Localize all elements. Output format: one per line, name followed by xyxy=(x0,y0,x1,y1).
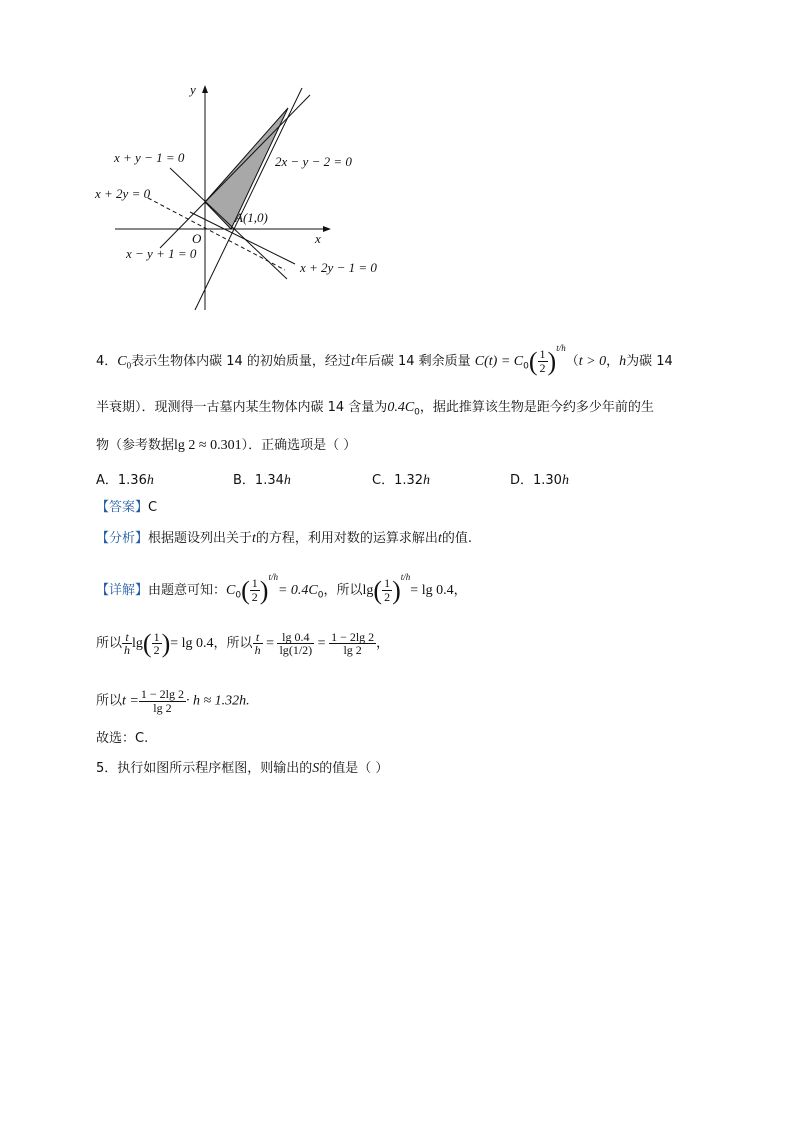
h-var: h xyxy=(619,354,627,369)
analysis-var2: t xyxy=(437,531,442,546)
point-a-label: A(1,0) xyxy=(235,210,268,225)
x-axis-label: x xyxy=(315,231,321,246)
detail-l2-frac-num: 1 xyxy=(153,629,160,644)
exp-den: h xyxy=(561,343,566,353)
detail-frac1-num: 1 xyxy=(251,576,258,591)
detail-l2-eq: = lg 0.4 xyxy=(170,636,214,652)
q4-line2-text-b: ，据此推算该生物是距今约多少年前的生 xyxy=(419,400,654,415)
option-d-var: h xyxy=(561,473,569,488)
detail-eqa-sub: 0 xyxy=(317,590,324,601)
detail-frac2-num: 1 xyxy=(384,576,391,591)
detail-text2: ，所以 xyxy=(323,583,363,598)
detail-l2-frac xyxy=(152,631,162,657)
q4-text1: 表示生物体内碳 14 的初始质量，经过 xyxy=(131,354,351,369)
detail-paren-l: ( xyxy=(241,575,250,605)
q4-line2-sub: 0 xyxy=(414,407,420,418)
option-d[interactable] xyxy=(510,469,569,489)
detail-lghalf-lg: lg xyxy=(279,643,289,658)
detail-paren2-l: ( xyxy=(373,575,383,605)
q4-line1 xyxy=(96,343,673,377)
frac-den: 2 xyxy=(539,361,546,375)
option-c[interactable] xyxy=(372,469,430,489)
q4-line3-text-b: ）．正确选项是（ ） xyxy=(241,438,357,453)
line-x-minus-y-plus-1 xyxy=(160,95,310,248)
lg2-value: lg 2 ≈ 0.301 xyxy=(174,438,242,453)
answer-line xyxy=(96,500,157,516)
eq3-label: x + 2y = 0 xyxy=(95,186,151,201)
t-condition: t > 0 xyxy=(578,354,607,369)
option-a-label: A．1.36 xyxy=(96,473,147,488)
detail-l2-frac-den: 2 xyxy=(153,643,160,658)
detail-final-frac xyxy=(329,631,376,657)
paren-left: ( xyxy=(528,346,538,376)
conclusion-line xyxy=(96,731,148,747)
q5-line xyxy=(96,761,388,778)
detail-t-over-h-2 xyxy=(253,631,263,657)
option-b[interactable] xyxy=(233,469,291,489)
exp-num: t xyxy=(556,343,559,353)
detail-lg04: lg 0.4 xyxy=(277,631,314,645)
exponent: t/h xyxy=(556,343,566,353)
q4-text3: （ xyxy=(565,354,579,369)
detail-frac1 xyxy=(250,577,260,603)
detail-frac2 xyxy=(382,577,392,603)
y-axis-label: y xyxy=(190,82,196,97)
x-axis-arrow xyxy=(323,226,331,232)
detail-h-den: h xyxy=(124,643,131,658)
answer-value: C xyxy=(148,500,158,515)
c0-symbol: C xyxy=(117,354,127,369)
analysis-text2: 的方程，利用对数的运算求解出 xyxy=(255,531,438,546)
option-b-label: B．1.34 xyxy=(233,473,284,488)
detail-l2-paren-l: ( xyxy=(142,629,152,658)
conclusion-text: 故选：C. xyxy=(96,731,149,746)
q5-text: 5．执行如图所示程序框图，则输出的 xyxy=(96,761,313,776)
detail-t-num-2: t xyxy=(253,631,263,645)
detail-text3: ， xyxy=(453,583,467,598)
detail-final-num: 1 − 2lg 2 xyxy=(331,629,375,644)
analysis-tag: 【分析】 xyxy=(96,531,149,546)
q5-var: S xyxy=(312,761,320,776)
option-d-label: D．1.30 xyxy=(510,473,562,488)
detail-c0: C xyxy=(226,583,236,598)
detail-l3-lhs: t = xyxy=(122,693,139,709)
detail-eqa-rhs: = 0.4C xyxy=(277,583,318,598)
detail-t-num: t xyxy=(122,631,132,645)
eq1-label: x + y − 1 = 0 xyxy=(114,150,185,165)
detail-exp2-num: t xyxy=(400,572,404,582)
detail-exp1-num: t xyxy=(268,572,271,582)
q4-line2-value: 0.4C xyxy=(387,400,415,415)
detail-line2: 所以 $\frac{t}{h}$ lg( $\frac{1}{2}$ )= lg 0.4，所以 $\frac{t}{h}$ = $\frac{\lg 0.4}{\lg(1/2)}$ = $\frac{1 - 2\lg 2}{\lg 2}$ ， xyxy=(96,629,390,658)
detail-exp2-den: h xyxy=(405,572,411,582)
answer-tag: 【答案】 xyxy=(96,500,149,515)
option-c-var: h xyxy=(423,473,431,488)
y-axis-arrow xyxy=(202,85,208,93)
origin-label: O xyxy=(192,231,202,246)
detail-exp2: t/h xyxy=(400,572,411,582)
q5-text2: 的值是（ ） xyxy=(319,761,389,776)
detail-lghalf-2: 2 xyxy=(302,643,309,658)
detail-exp1-den: h xyxy=(273,572,278,582)
c0-subscript: 0 xyxy=(126,360,132,371)
q4-text5: 为碳 14 xyxy=(626,354,673,369)
detail-frac2-den: 2 xyxy=(384,590,391,604)
detail-l2-so: ，所以 xyxy=(213,636,253,652)
q4-line2 xyxy=(96,400,654,418)
detail-exp1: t/h xyxy=(268,572,278,582)
detail-so-2: 所以 xyxy=(96,693,123,709)
formula-lhs: C(t) = C xyxy=(474,354,524,369)
detail-so-1: 所以 xyxy=(96,636,123,652)
q4-text2: 年后碳 14 剩余质量 xyxy=(354,354,471,369)
detail-line3 xyxy=(96,688,250,714)
q4-line2-text-a: 半衰期）．现测得一古墓内某生物体内碳 14 含量为 xyxy=(96,400,388,415)
detail-l3-rhs: · h ≈ 1.32h. xyxy=(185,693,250,709)
detail-l3-frac xyxy=(139,688,186,714)
detail-line1 xyxy=(96,572,467,606)
paren-right: ) xyxy=(547,346,557,376)
detail-paren2-r: ) xyxy=(392,575,401,605)
q4-number: 4． xyxy=(96,354,118,369)
detail-tag: 【详解】 xyxy=(96,583,149,598)
detail-t-over-h xyxy=(122,631,132,657)
detail-final-den: lg 2 xyxy=(343,643,362,658)
detail-l2-end: ， xyxy=(376,636,390,652)
detail-frac1-den: 2 xyxy=(251,590,258,604)
formula-sub: 0 xyxy=(523,361,529,372)
detail-lg: lg xyxy=(362,583,374,598)
eq5-label: x + 2y − 1 = 0 xyxy=(300,260,377,275)
eq2-label: 2x − y − 2 = 0 xyxy=(275,154,352,169)
q4-text4: ， xyxy=(606,354,620,369)
detail-c0-sub: 0 xyxy=(235,590,242,601)
analysis-text3: 的值. xyxy=(441,531,472,546)
t-var: t xyxy=(350,354,355,369)
detail-paren-r: ) xyxy=(259,575,269,605)
q4-line3 xyxy=(96,438,356,455)
option-b-var: h xyxy=(283,473,291,488)
frac-num: 1 xyxy=(539,347,546,362)
analysis-line xyxy=(96,531,472,548)
detail-l2-lg: lg xyxy=(132,636,143,652)
detail-l3-num: 1 − 2lg 2 xyxy=(140,687,184,701)
detail-lghalf: lg(1/2) xyxy=(279,643,313,658)
option-a-var: h xyxy=(146,473,154,488)
option-a[interactable] xyxy=(96,469,154,489)
detail-text1: 由题意可知： xyxy=(148,583,227,598)
option-c-label: C．1.32 xyxy=(372,473,424,488)
detail-lghalf-1: 1 xyxy=(292,643,299,658)
q4-line3-text-a: 物（参考数据 xyxy=(96,438,175,453)
analysis-var1: t xyxy=(252,531,256,546)
analysis-text1: 根据题设列出关于 xyxy=(148,531,253,546)
half-fraction xyxy=(538,348,548,374)
region-graph xyxy=(90,80,390,320)
eq4-label: x − y + 1 = 0 xyxy=(126,246,197,261)
detail-eqb-rhs: = lg 0.4 xyxy=(410,583,454,598)
detail-l3-den: lg 2 xyxy=(153,700,172,715)
detail-h-den-2: h xyxy=(254,643,261,658)
detail-lg04-over-lghalf xyxy=(277,631,314,657)
detail-l2-paren-r: ) xyxy=(161,629,171,658)
